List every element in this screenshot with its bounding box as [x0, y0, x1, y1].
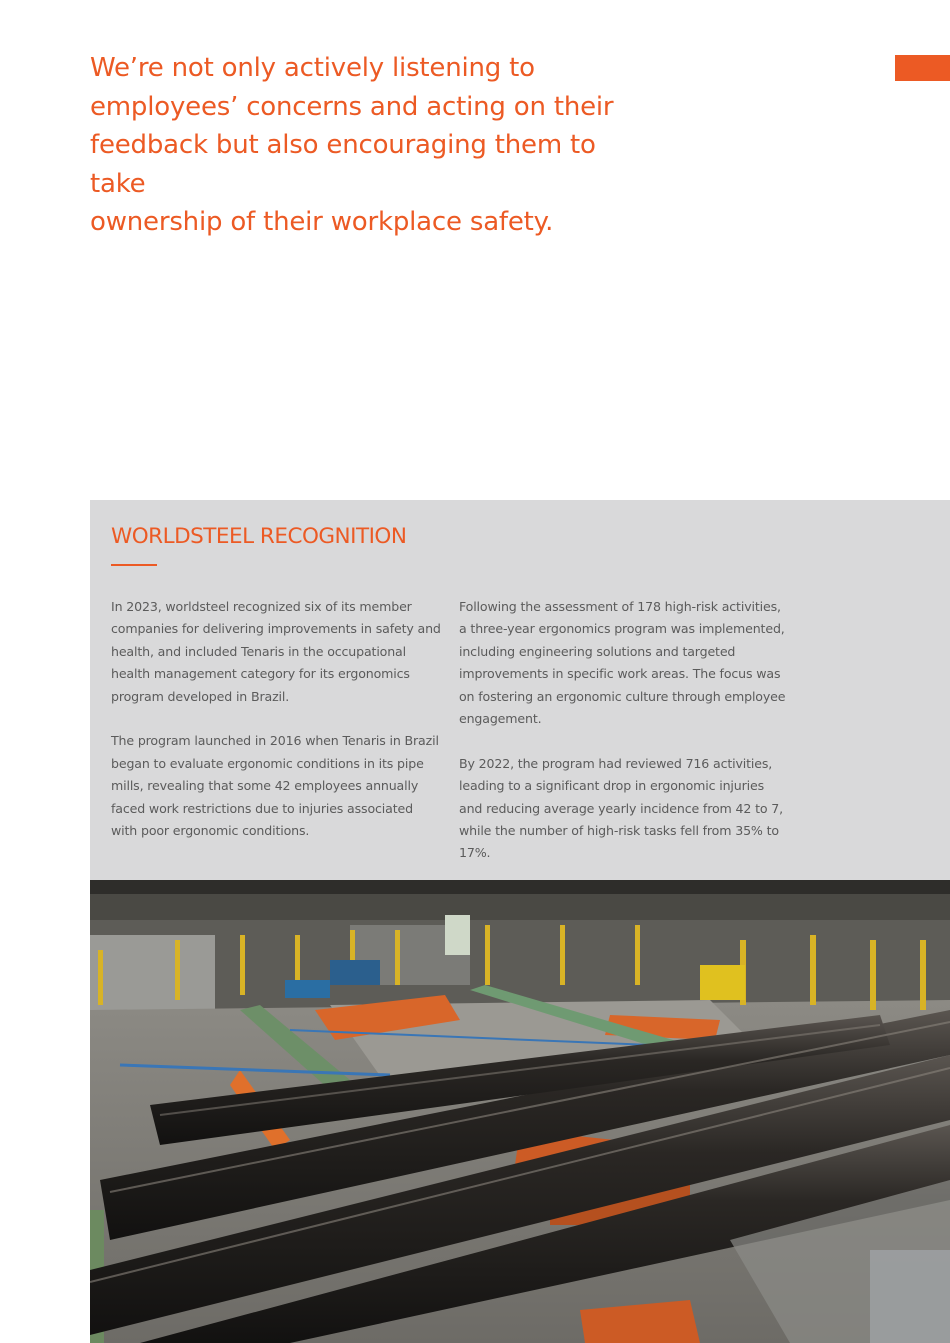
- pull-quote-line: employees’ concerns and acting on their: [90, 91, 614, 122]
- right-column: [459, 596, 789, 887]
- paragraph: Following the assessment of 178 high-risk activities, a three-year ergonomics program was implemented, including engineering solutions and targeted improvements in specific work areas. The focus was on fostering an ergonomic culture through employee engagement.: [459, 599, 786, 727]
- pull-quote-line: We’re not only actively listening to: [90, 53, 535, 83]
- pipe-mill-photo: [90, 880, 950, 1343]
- paragraph: By 2022, the program had reviewed 716 activities, leading to a significant drop in ergonomic injuries and reducing average yearly incidence from 42 to 7, while the number of high-risk tasks fell from 35% to 17%.: [459, 755, 783, 861]
- title-underline: [111, 564, 157, 566]
- pull-quote: [90, 49, 650, 242]
- left-column: [111, 596, 441, 865]
- worldsteel-recognition-panel: [90, 500, 950, 880]
- orange-accent-tab: [895, 55, 950, 81]
- panel-title: WORLDSTEEL RECOGNITION: [111, 524, 407, 549]
- pull-quote-line: ownership of their workplace safety.: [90, 207, 554, 237]
- pull-quote-line: feedback but also encouraging them to take: [90, 130, 596, 199]
- paragraph: In 2023, worldsteel recognized six of its member companies for delivering improvements in safety and health, and included Tenaris in the occupational health management category for its ergonomics program developed in Brazil.: [111, 599, 441, 704]
- paragraph: The program launched in 2016 when Tenaris in Brazil began to evaluate ergonomic conditions in its pipe mills, revealing that some 42 employees annually faced work restrictions due to injuries associated with poor ergonomic conditions.: [111, 733, 439, 839]
